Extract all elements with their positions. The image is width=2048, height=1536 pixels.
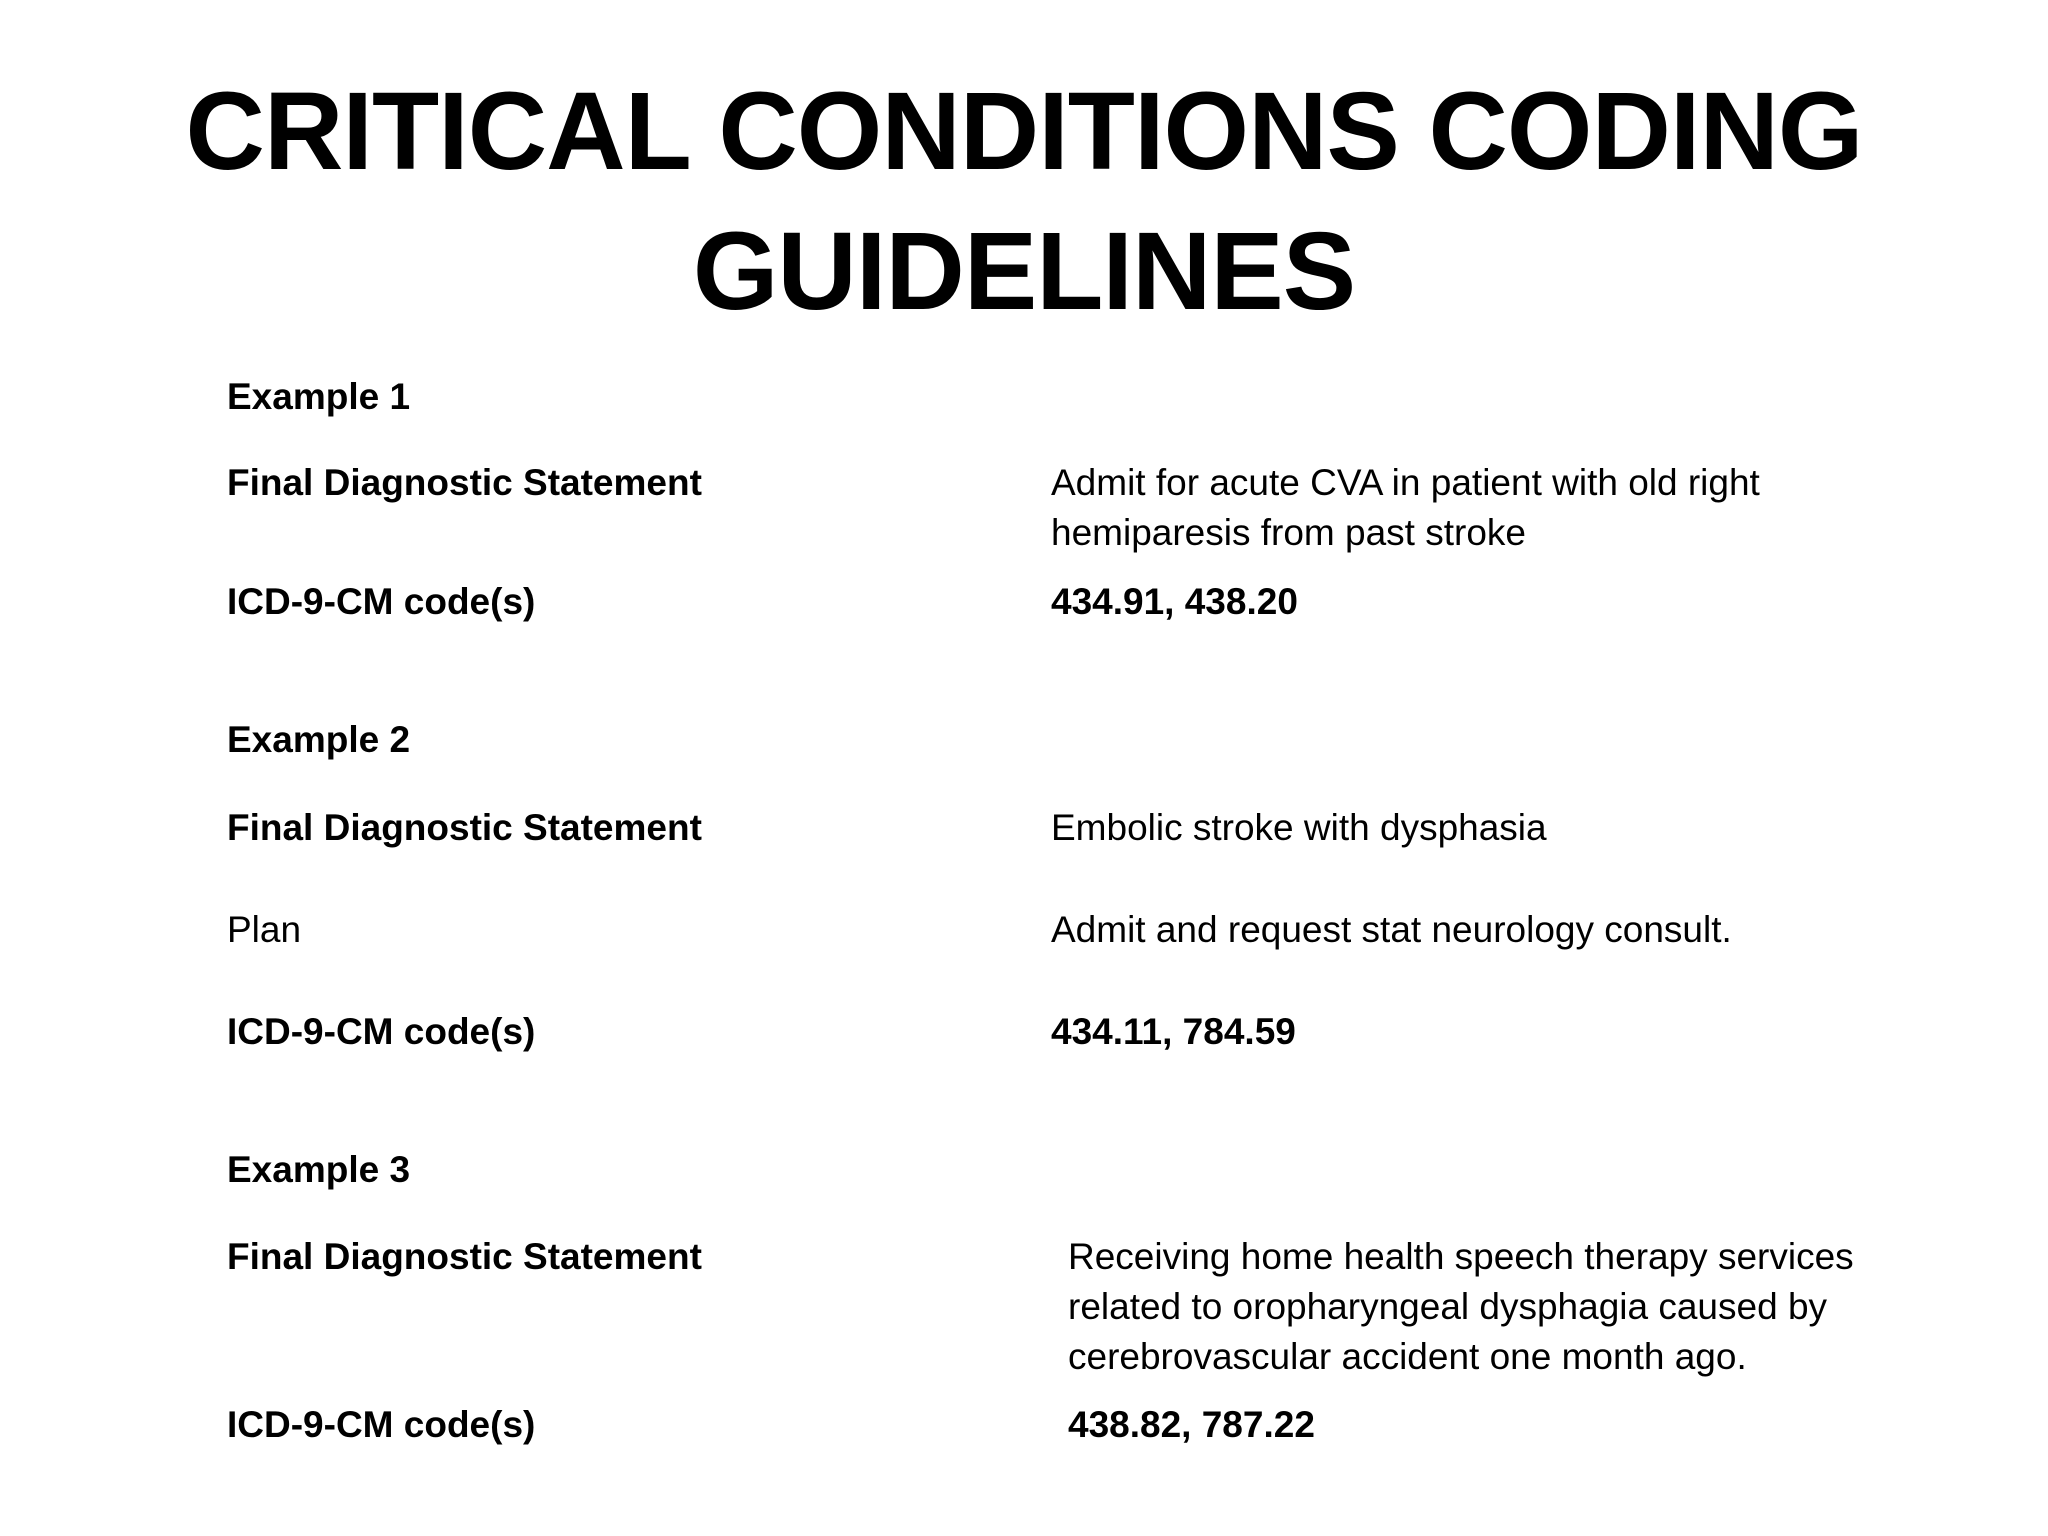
- example-3-statement-label: Final Diagnostic Statement: [227, 1236, 702, 1277]
- example-2-plan-label: Plan: [227, 909, 302, 950]
- example-3-codes: 438.82, 787.22: [1068, 1404, 1315, 1445]
- example-3-codes-label: ICD-9-CM code(s): [227, 1404, 536, 1445]
- example-1-statement-line-1: Admit for acute CVA in patient with old right: [1051, 462, 1760, 503]
- page-title-line-2: GUIDELINES: [692, 210, 1356, 333]
- example-1-heading: Example 1: [227, 376, 411, 417]
- example-2-codes-label: ICD-9-CM code(s): [227, 1011, 536, 1052]
- example-3-statement-line-2: related to oropharyngeal dysphagia caused by: [1068, 1286, 1828, 1327]
- example-2-statement-line-1: Embolic stroke with dysphasia: [1051, 807, 1547, 848]
- example-1-statement-line-2: hemiparesis from past stroke: [1051, 512, 1527, 553]
- example-2-statement-label: Final Diagnostic Statement: [227, 807, 702, 848]
- example-2-heading: Example 2: [227, 719, 411, 760]
- example-1-statement-label: Final Diagnostic Statement: [227, 462, 702, 503]
- example-2-plan: Admit and request stat neurology consult.: [1051, 909, 1732, 950]
- example-3-statement-line-1: Receiving home health speech therapy services: [1068, 1236, 1854, 1277]
- example-2-codes: 434.11, 784.59: [1051, 1011, 1296, 1052]
- example-3-heading: Example 3: [227, 1149, 411, 1190]
- example-3-statement-line-3: cerebrovascular accident one month ago.: [1068, 1336, 1747, 1377]
- example-1-codes: 434.91, 438.20: [1051, 581, 1298, 622]
- page-title: [0, 62, 2048, 342]
- example-1-codes-label: ICD-9-CM code(s): [227, 581, 536, 622]
- page-title-line-1: CRITICAL CONDITIONS CODING: [185, 70, 1863, 193]
